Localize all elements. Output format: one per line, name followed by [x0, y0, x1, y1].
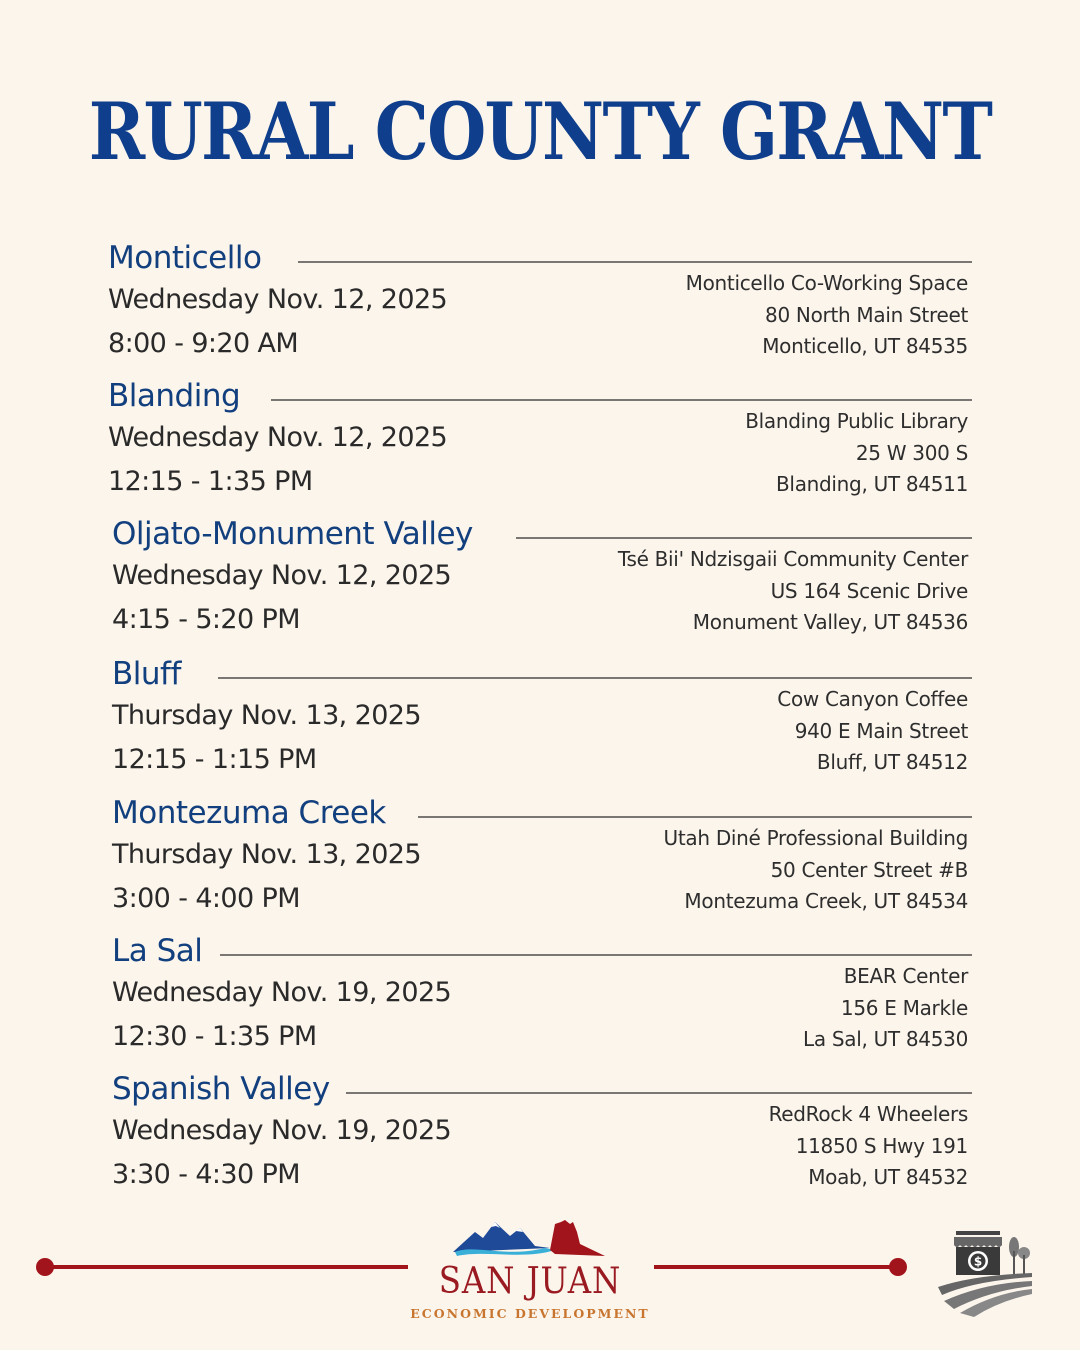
heading-divider — [298, 261, 972, 263]
event-address — [777, 684, 968, 779]
event-time: 3:30 - 4:30 PM — [112, 1159, 300, 1190]
event-card — [108, 240, 972, 378]
event-card — [108, 378, 972, 516]
footer-right-dot — [889, 1258, 907, 1276]
event-time: 12:15 - 1:15 PM — [112, 744, 317, 775]
event-card — [112, 933, 972, 1071]
event-card — [112, 795, 972, 933]
venue-name: Tsé Bii' Ndzisgaii Community Center — [617, 547, 968, 571]
event-card — [112, 656, 972, 794]
event-date: Wednesday Nov. 19, 2025 — [112, 977, 452, 1008]
event-card — [112, 1071, 972, 1209]
event-address — [664, 823, 968, 918]
event-date: Thursday Nov. 13, 2025 — [112, 839, 421, 870]
san-juan-logo — [405, 1214, 655, 1324]
city-state-zip: Monticello, UT 84535 — [762, 334, 968, 358]
heading-divider — [418, 816, 972, 818]
event-location-heading: Oljato-Monument Valley — [112, 516, 473, 552]
event-location-heading: Bluff — [112, 656, 181, 692]
heading-divider — [218, 677, 972, 679]
venue-name: Blanding Public Library — [745, 409, 968, 433]
event-location-heading: Blanding — [108, 378, 241, 414]
venue-name: BEAR Center — [843, 964, 968, 988]
event-date: Thursday Nov. 13, 2025 — [112, 700, 421, 731]
heading-divider — [271, 399, 972, 401]
street-address: 25 W 300 S — [855, 440, 968, 465]
event-address — [618, 544, 968, 639]
event-address — [769, 1099, 968, 1194]
venue-name: Utah Diné Professional Building — [663, 826, 968, 850]
heading-divider — [220, 954, 972, 956]
event-date: Wednesday Nov. 19, 2025 — [112, 1115, 452, 1146]
mountain-river-logo-icon — [405, 1214, 655, 1264]
street-address: 50 Center Street #B — [770, 857, 968, 882]
logo-subtitle: ECONOMIC DEVELOPMENT — [410, 1306, 650, 1321]
logo-brand-name: SAN JUAN — [438, 1261, 622, 1302]
venue-name: RedRock 4 Wheelers — [768, 1102, 968, 1126]
event-time: 3:00 - 4:00 PM — [112, 883, 300, 914]
venue-name: Cow Canyon Coffee — [777, 687, 968, 711]
city-state-zip: Montezuma Creek, UT 84534 — [684, 889, 968, 913]
event-time: 12:15 - 1:35 PM — [108, 466, 313, 497]
event-location-heading: Spanish Valley — [112, 1071, 330, 1107]
city-state-zip: Monument Valley, UT 84536 — [692, 610, 968, 634]
event-card — [112, 516, 972, 654]
street-address: 156 E Markle — [840, 995, 968, 1020]
event-location-heading: La Sal — [112, 933, 203, 969]
event-location-heading: Montezuma Creek — [112, 795, 386, 831]
city-state-zip: Moab, UT 84532 — [808, 1165, 968, 1189]
event-address — [686, 268, 968, 363]
street-address: 940 E Main Street — [794, 718, 968, 743]
heading-divider — [346, 1092, 972, 1094]
event-date: Wednesday Nov. 12, 2025 — [108, 284, 448, 315]
event-date: Wednesday Nov. 12, 2025 — [112, 560, 452, 591]
storefront-farm-icon — [934, 1225, 1034, 1317]
event-time: 12:30 - 1:35 PM — [112, 1021, 317, 1052]
event-time: 8:00 - 9:20 AM — [108, 328, 299, 359]
event-address — [803, 961, 968, 1056]
svg-text:$: $ — [973, 1254, 983, 1269]
event-address — [745, 406, 968, 501]
footer-left-line — [44, 1265, 408, 1269]
footer-right-line — [654, 1265, 898, 1269]
city-state-zip: Blanding, UT 84511 — [776, 472, 968, 496]
event-location-heading: Monticello — [108, 240, 262, 276]
city-state-zip: La Sal, UT 84530 — [802, 1027, 968, 1051]
page-title: RURAL COUNTY GRANT — [88, 85, 992, 178]
city-state-zip: Bluff, UT 84512 — [816, 750, 968, 774]
heading-divider — [516, 537, 972, 539]
event-time: 4:15 - 5:20 PM — [112, 604, 300, 635]
event-date: Wednesday Nov. 12, 2025 — [108, 422, 448, 453]
street-address: 80 North Main Street — [765, 302, 968, 327]
street-address: US 164 Scenic Drive — [770, 578, 968, 603]
street-address: 11850 S Hwy 191 — [795, 1133, 968, 1158]
venue-name: Monticello Co-Working Space — [685, 271, 968, 295]
